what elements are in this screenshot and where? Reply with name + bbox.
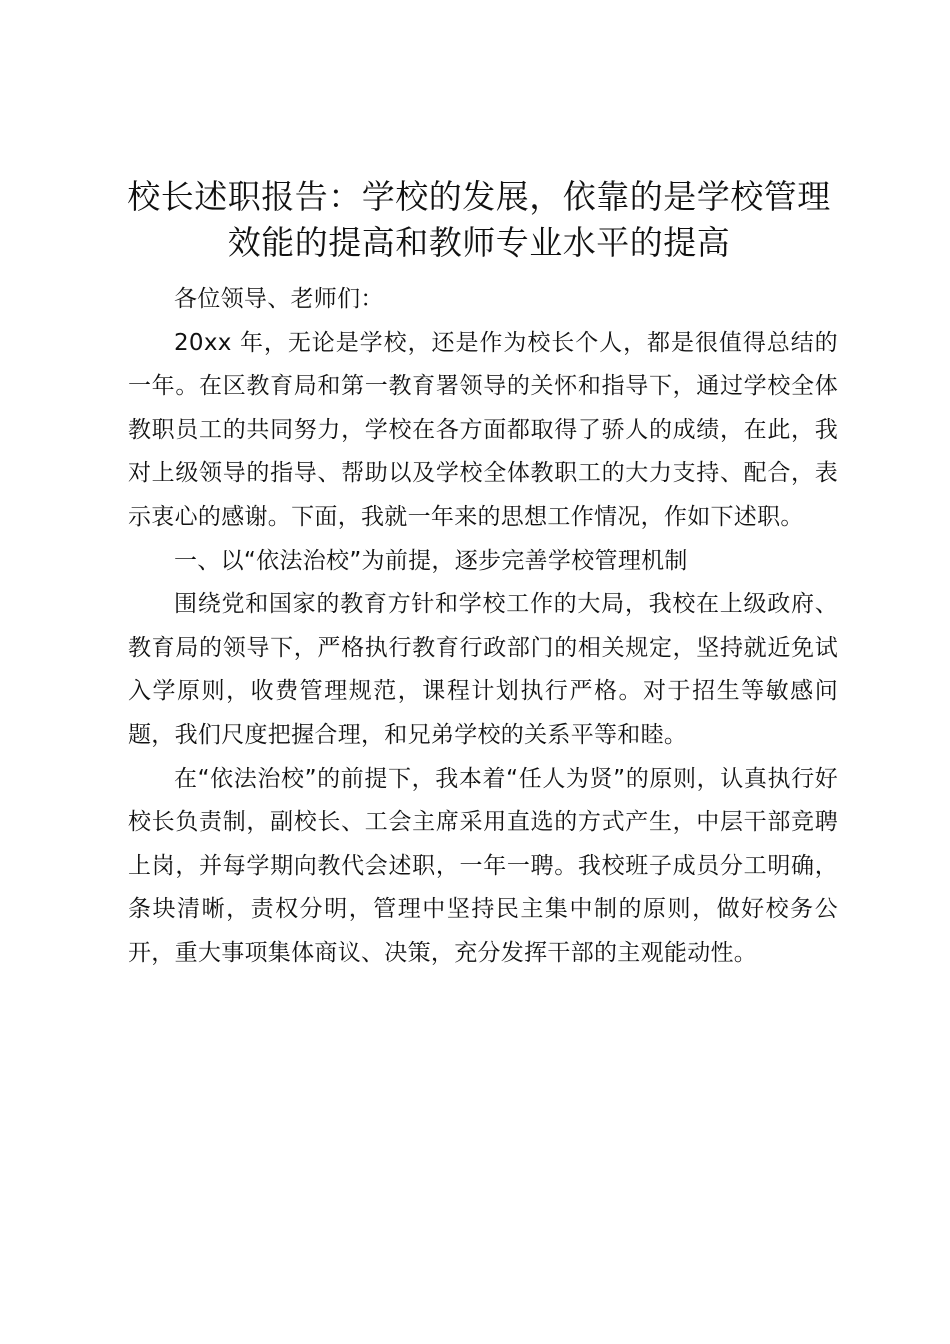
body-paragraph-1: 围绕党和国家的教育方针和学校工作的大局，我校在上级政府、教育局的领导下，严格执行教育行政部门的相关规定，坚持就近免试入学原则，收费管理规范，课程计划执行严格。对于招生等敏感问题，我们尺度把握合理，和兄弟学校的关系平等和睦。 — [128, 591, 838, 748]
section-heading-1: 一、以“依法治校”为前提，逐步完善学校管理机制 — [174, 547, 688, 574]
document-body — [128, 278, 838, 976]
body-paragraph-2: 在“依法治校”的前提下，我本着“任人为贤”的原则，认真执行好校长负责制，副校长、工会主席采用直选的方式产生，中层干部竞聘上岗，并每学期向教代会述职，一年一聘。我校班子成员分工明确，条块清晰，责权分明，管理中坚持民主集中制的原则，做好校务公开，重大事项集体商议、决策，充分发挥干部的主观能动性。 — [128, 765, 838, 966]
intro-paragraph: 20xx 年，无论是学校，还是作为校长个人，都是很值得总结的一年。在区教育局和第一教育署领导的关怀和指导下，通过学校全体教职员工的共同努力，学校在各方面都取得了骄人的成绩，在此，我对上级领导的指导、帮助以及学校全体教职工的大力支持、配合，表示衷心的感谢。下面，我就一年来的思想工作情况，作如下述职。 — [128, 329, 838, 530]
salutation: 各位领导、老师们： — [174, 286, 384, 312]
document-title: 校长述职报告：学校的发展，依靠的是学校管理效能的提高和教师专业水平的提高 — [127, 177, 831, 262]
